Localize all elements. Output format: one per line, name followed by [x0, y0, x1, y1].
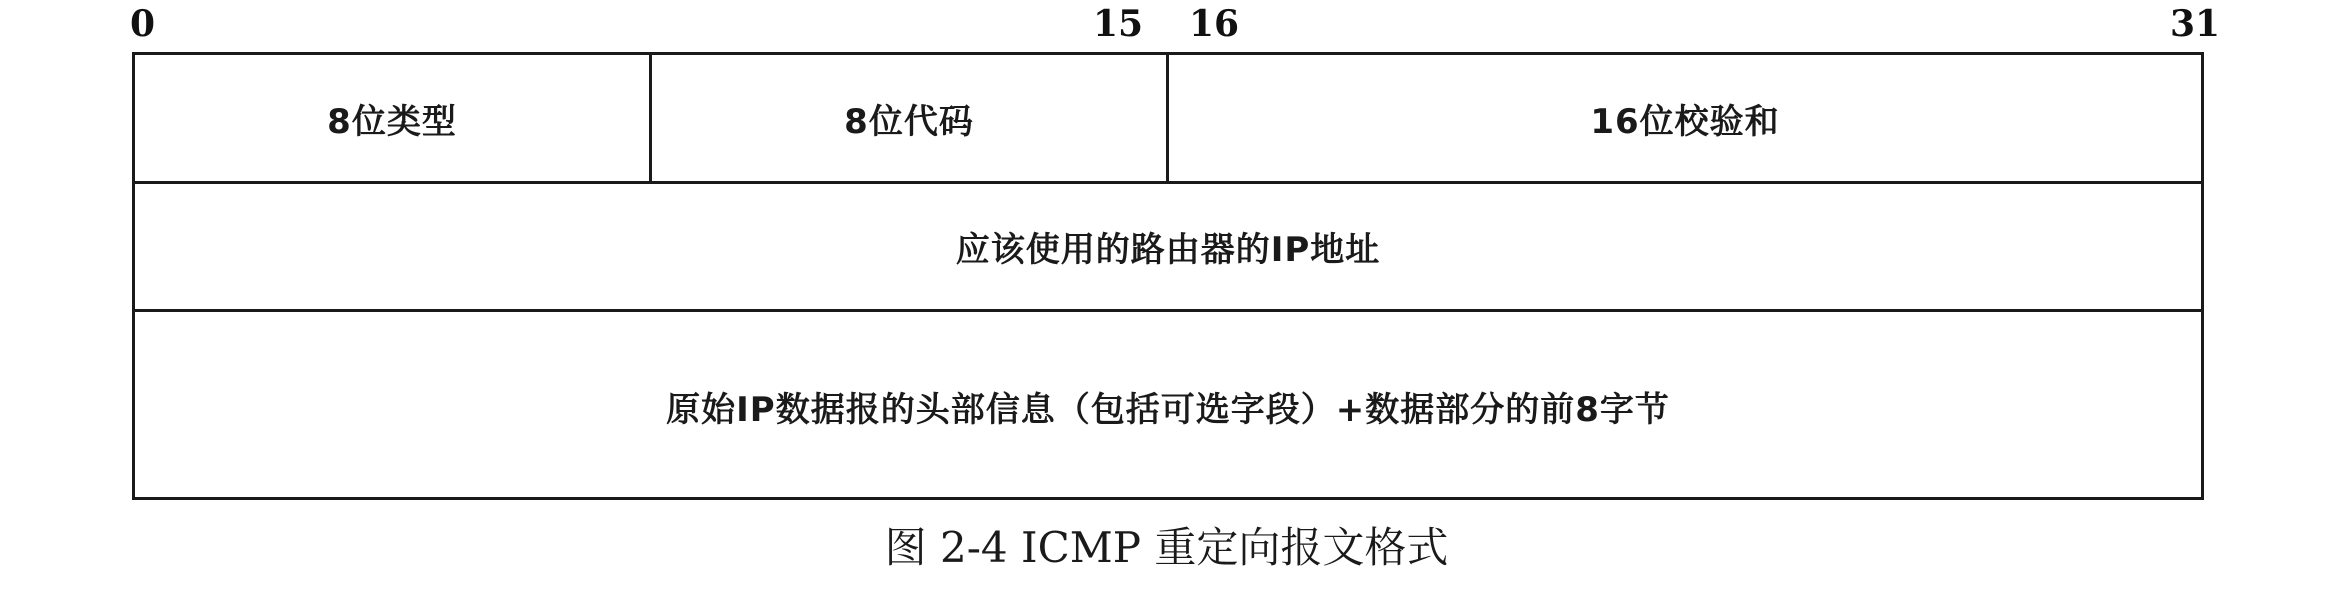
icmp-redirect-packet-diagram [132, 52, 2204, 500]
bit-label-15: 15 [1093, 3, 1144, 45]
bit-label-16: 16 [1189, 3, 1240, 45]
checksum-field-cell [1169, 55, 2201, 181]
original-datagram-field-cell [135, 312, 2201, 500]
code-field-cell [652, 55, 1169, 181]
original-datagram-row [135, 312, 2201, 500]
header-row [135, 55, 2201, 184]
bit-label-0: 0 [130, 3, 156, 45]
type-field-label: 8位类型 [327, 101, 457, 142]
bit-label-31: 31 [2170, 3, 2221, 45]
figure-caption: 图 2-4 ICMP 重定向报文格式 [884, 523, 1449, 572]
code-field-label: 8位代码 [844, 101, 974, 142]
original-datagram-field-label: 原始IP数据报的头部信息（包括可选字段）+数据部分的前8字节 [666, 389, 1670, 430]
router-ip-field-cell [135, 184, 2201, 309]
router-ip-field-label: 应该使用的路由器的IP地址 [955, 230, 1381, 270]
type-field-cell [135, 55, 652, 181]
router-ip-row [135, 184, 2201, 312]
checksum-field-label: 16位校验和 [1590, 101, 1780, 142]
